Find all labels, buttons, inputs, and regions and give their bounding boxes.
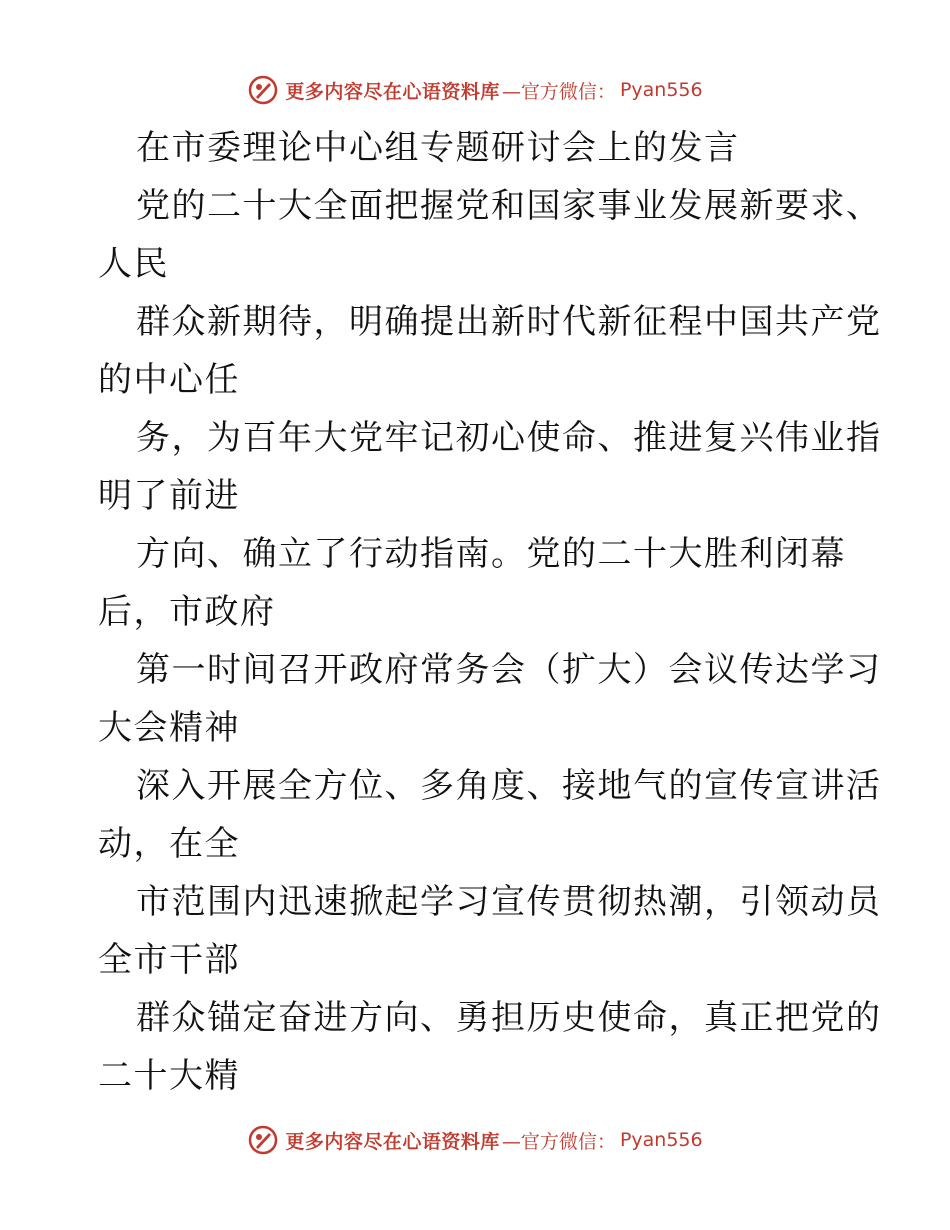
text-line: 明了前进 [98, 476, 240, 516]
text-line: 第一时间召开政府常务会（扩大）会议传达学习 [136, 650, 882, 690]
text-line: 的中心任 [98, 360, 240, 400]
document-title: 在市委理论中心组专题研讨会上的发言 [136, 128, 740, 168]
text-line: 务，为百年大党牢记初心使命、推进复兴伟业指 [136, 418, 882, 458]
watermark-main-text: 更多内容尽在心语资料库 [285, 1130, 500, 1153]
text-line: 动，在全 [98, 824, 240, 864]
watermark-separator-text: —官方微信： [501, 1130, 616, 1153]
text-line: 市范围内迅速掀起学习宣传贯彻热潮，引领动员 [136, 882, 882, 922]
text-line: 全市干部 [98, 940, 240, 980]
text-line: 二十大精 [98, 1056, 240, 1096]
watermark-id-text: Pyan556 [619, 1129, 703, 1151]
watermark-footer [0, 1120, 950, 1160]
watermark-header [0, 70, 950, 110]
watermark-main-text: 更多内容尽在心语资料库 [285, 80, 500, 103]
text-line: 党的二十大全面把握党和国家事业发展新要求、 [136, 186, 882, 226]
text-line: 深入开展全方位、多角度、接地气的宣传宣讲活 [136, 766, 882, 806]
text-line: 大会精神 [98, 708, 240, 748]
text-line: 后，市政府 [98, 592, 276, 632]
text-line: 人民 [98, 244, 169, 284]
quill-logo-icon [247, 74, 279, 106]
watermark-id-text: Pyan556 [619, 79, 703, 101]
text-line: 方向、确立了行动指南。党的二十大胜利闭幕 [136, 534, 846, 574]
watermark-separator-text: —官方微信： [501, 80, 616, 103]
text-line: 群众锚定奋进方向、勇担历史使命，真正把党的 [136, 998, 882, 1038]
quill-logo-icon [247, 1124, 279, 1156]
text-line: 群众新期待，明确提出新时代新征程中国共产党 [136, 302, 882, 342]
